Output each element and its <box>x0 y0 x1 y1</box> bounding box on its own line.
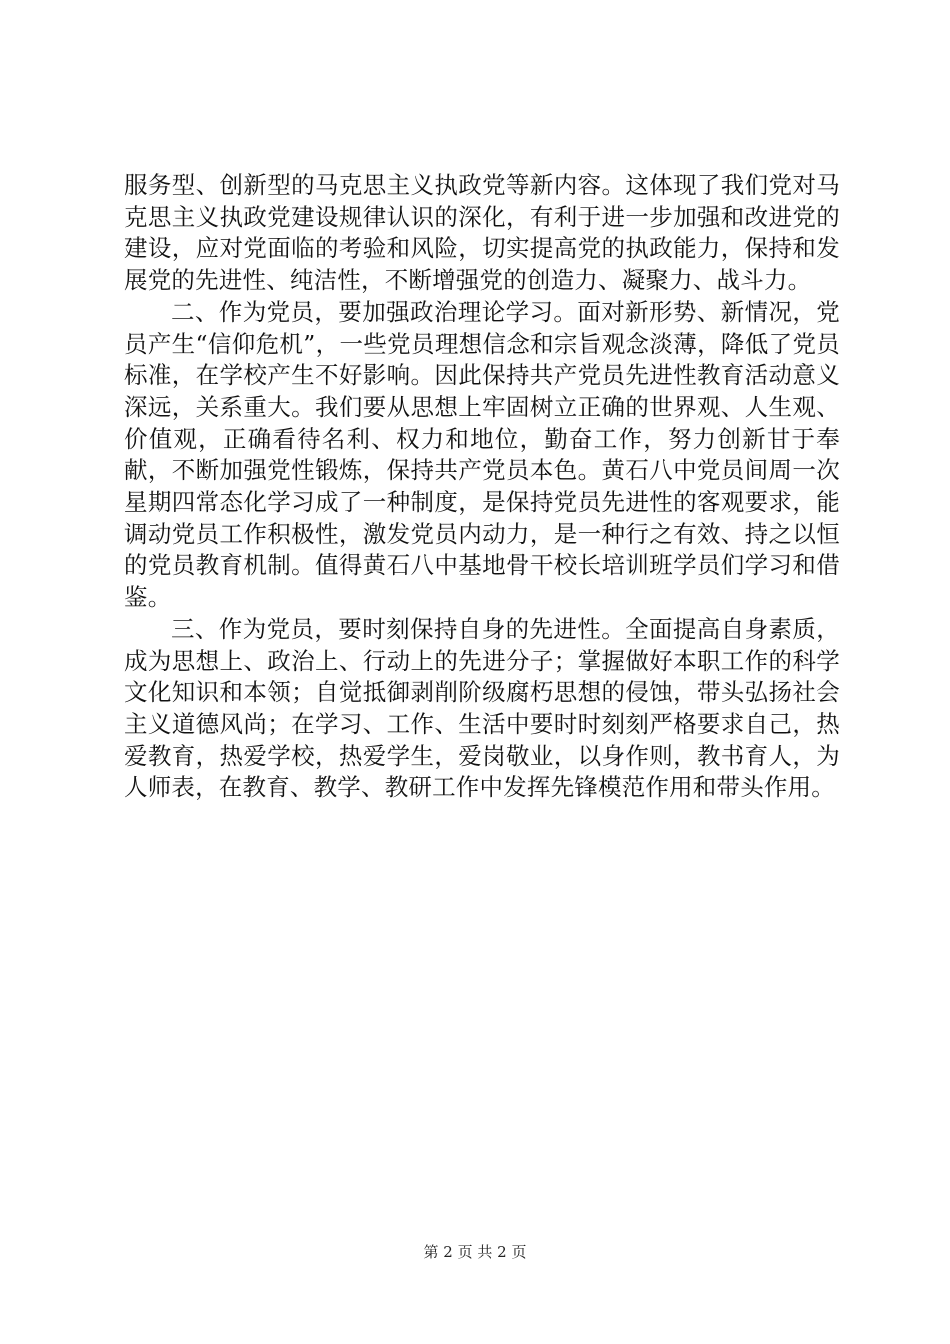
paragraph-2: 二、作为党员，要加强政治理论学习。面对新形势、新情况，党员产生“信仰危机”，一些党员理想信念和宗旨观念淡薄，降低了党员标准，在学校产生不好影响。因此保持共产党员先进性教育活动意义深远，关系重大。我们要从思想上牢固树立正确的世界观、人生观、价值观，正确看待名利、权力和地位，勤奋工作，努力创新甘于奉献，不断加强党性锻炼，保持共产党员本色。黄石八中党员间周一次星期四常态化学习成了一种制度，是保持党员先进性的客观要求，能调动党员工作积极性，激发党员内动力，是一种行之有效、持之以恒的党员教育机制。值得黄石八中基地骨干校长培训班学员们学习和借鉴。 <box>124 297 840 612</box>
document-body <box>124 170 840 804</box>
paragraph-3: 三、作为党员，要时刻保持自身的先进性。全面提高自身素质，成为思想上、政治上、行动上的先进分子；掌握做好本职工作的科学文化知识和本领；自觉抵御剥削阶级腐朽思想的侵蚀，带头弘扬社会主义道德风尚；在学习、工作、生活中要时时刻刻严格要求自己，热爱教育，热爱学校，热爱学生，爱岗敬业，以身作则，教书育人，为人师表，在教育、教学、教研工作中发挥先锋模范作用和带头作用。 <box>124 614 840 802</box>
paragraph-1: 服务型、创新型的马克思主义执政党等新内容。这体现了我们党对马克思主义执政党建设规律认识的深化，有利于进一步加强和改进党的建设，应对党面临的考验和风险，切实提高党的执政能力，保持和发展党的先进性、纯洁性，不断增强党的创造力、凝聚力、战斗力。 <box>124 171 840 295</box>
page-footer: 第 2 页 共 2 页 <box>423 1243 527 1261</box>
